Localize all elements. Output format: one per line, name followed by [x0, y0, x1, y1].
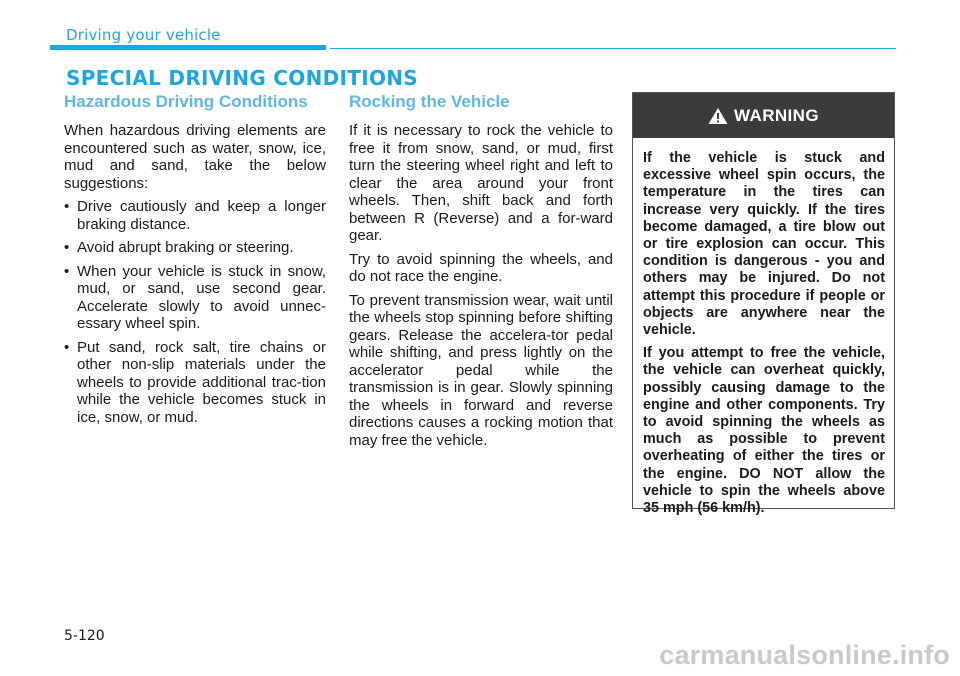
chapter-header: Driving your vehicle — [66, 26, 221, 44]
list-item-text: Avoid abrupt braking or steering. — [77, 239, 294, 256]
rocking-column — [349, 92, 613, 455]
list-item-text: Drive cautiously and keep a longer braking distance. — [77, 198, 326, 233]
list-item — [64, 263, 326, 333]
hazardous-column — [64, 92, 326, 432]
warning-paragraph: If the vehicle is stuck and excessive wheel spin occurs, the temperature in the tires can increase very quickly. If the tires become damaged, a tire blow out or tire explosion can occur. This condition is dangerous - you and others may be injured. Do not attempt this procedure if people or objects are anywhere near the vehicle. — [643, 150, 885, 339]
warning-label: WARNING — [734, 105, 819, 125]
rocking-paragraph: If it is necessary to rock the vehicle to free it from snow, sand, or mud, first turn the steering wheel right and left to clear the area around your front wheels. Then, shift back and forth between R (Reverse) and a for-ward gear. — [349, 122, 613, 244]
list-item-text: When your vehicle is stuck in snow, mud, or sand, use second gear. Accelerate slowly to avoid unnec-essary wheel spin. — [77, 262, 326, 332]
rocking-paragraph: Try to avoid spinning the wheels, and do not race the engine. — [349, 250, 613, 285]
bullet-mark: • — [64, 198, 70, 215]
list-item-text: Put sand, rock salt, tire chains or other non-slip materials under the wheels to provide additional trac-tion while the vehicle becomes stuck in ice, snow, or mud. — [77, 338, 326, 426]
warning-triangle-icon — [708, 107, 728, 125]
bullet-mark: • — [64, 338, 70, 356]
hazardous-bullet-list — [64, 198, 326, 426]
page-number: 5-120 — [64, 628, 105, 644]
warning-box — [632, 92, 895, 517]
hazardous-heading: Hazardous Driving Conditions — [64, 92, 308, 111]
bullet-mark: • — [64, 239, 70, 256]
bullet-mark: • — [64, 262, 70, 280]
rocking-heading: Rocking the Vehicle — [349, 92, 510, 111]
list-item — [64, 198, 326, 233]
rocking-paragraph: To prevent transmission wear, wait until the wheels stop spinning before shifting gears. Release the accelera-tor pedal while shifting, and press lightly on the accelerator pedal while the transmission is in gear. Slowly spinning the wheels in forward and reverse directions causes a rocking motion that may free the vehicle. — [349, 291, 613, 449]
watermark: carmanualsonline.info — [659, 640, 950, 670]
section-title: SPECIAL DRIVING CONDITIONS — [66, 66, 418, 90]
header-rule-thin — [330, 48, 896, 49]
warning-body — [633, 150, 894, 517]
header-rule-thick — [50, 45, 326, 50]
list-item — [64, 239, 326, 257]
hazardous-intro: When hazardous driving elements are encountered such as water, snow, ice, mud and sand, take the below suggestions: — [64, 122, 326, 192]
warning-header — [633, 93, 894, 138]
list-item — [64, 339, 326, 427]
warning-paragraph: If you attempt to free the vehicle, the vehicle can overheat quickly, possibly causing damage to the engine and other components. Try to avoid spinning the wheels as much as possible to prevent overheating of either the tires or the engine. DO NOT allow the vehicle to spin the wheels above 35 mph (56 km/h). — [643, 345, 885, 517]
